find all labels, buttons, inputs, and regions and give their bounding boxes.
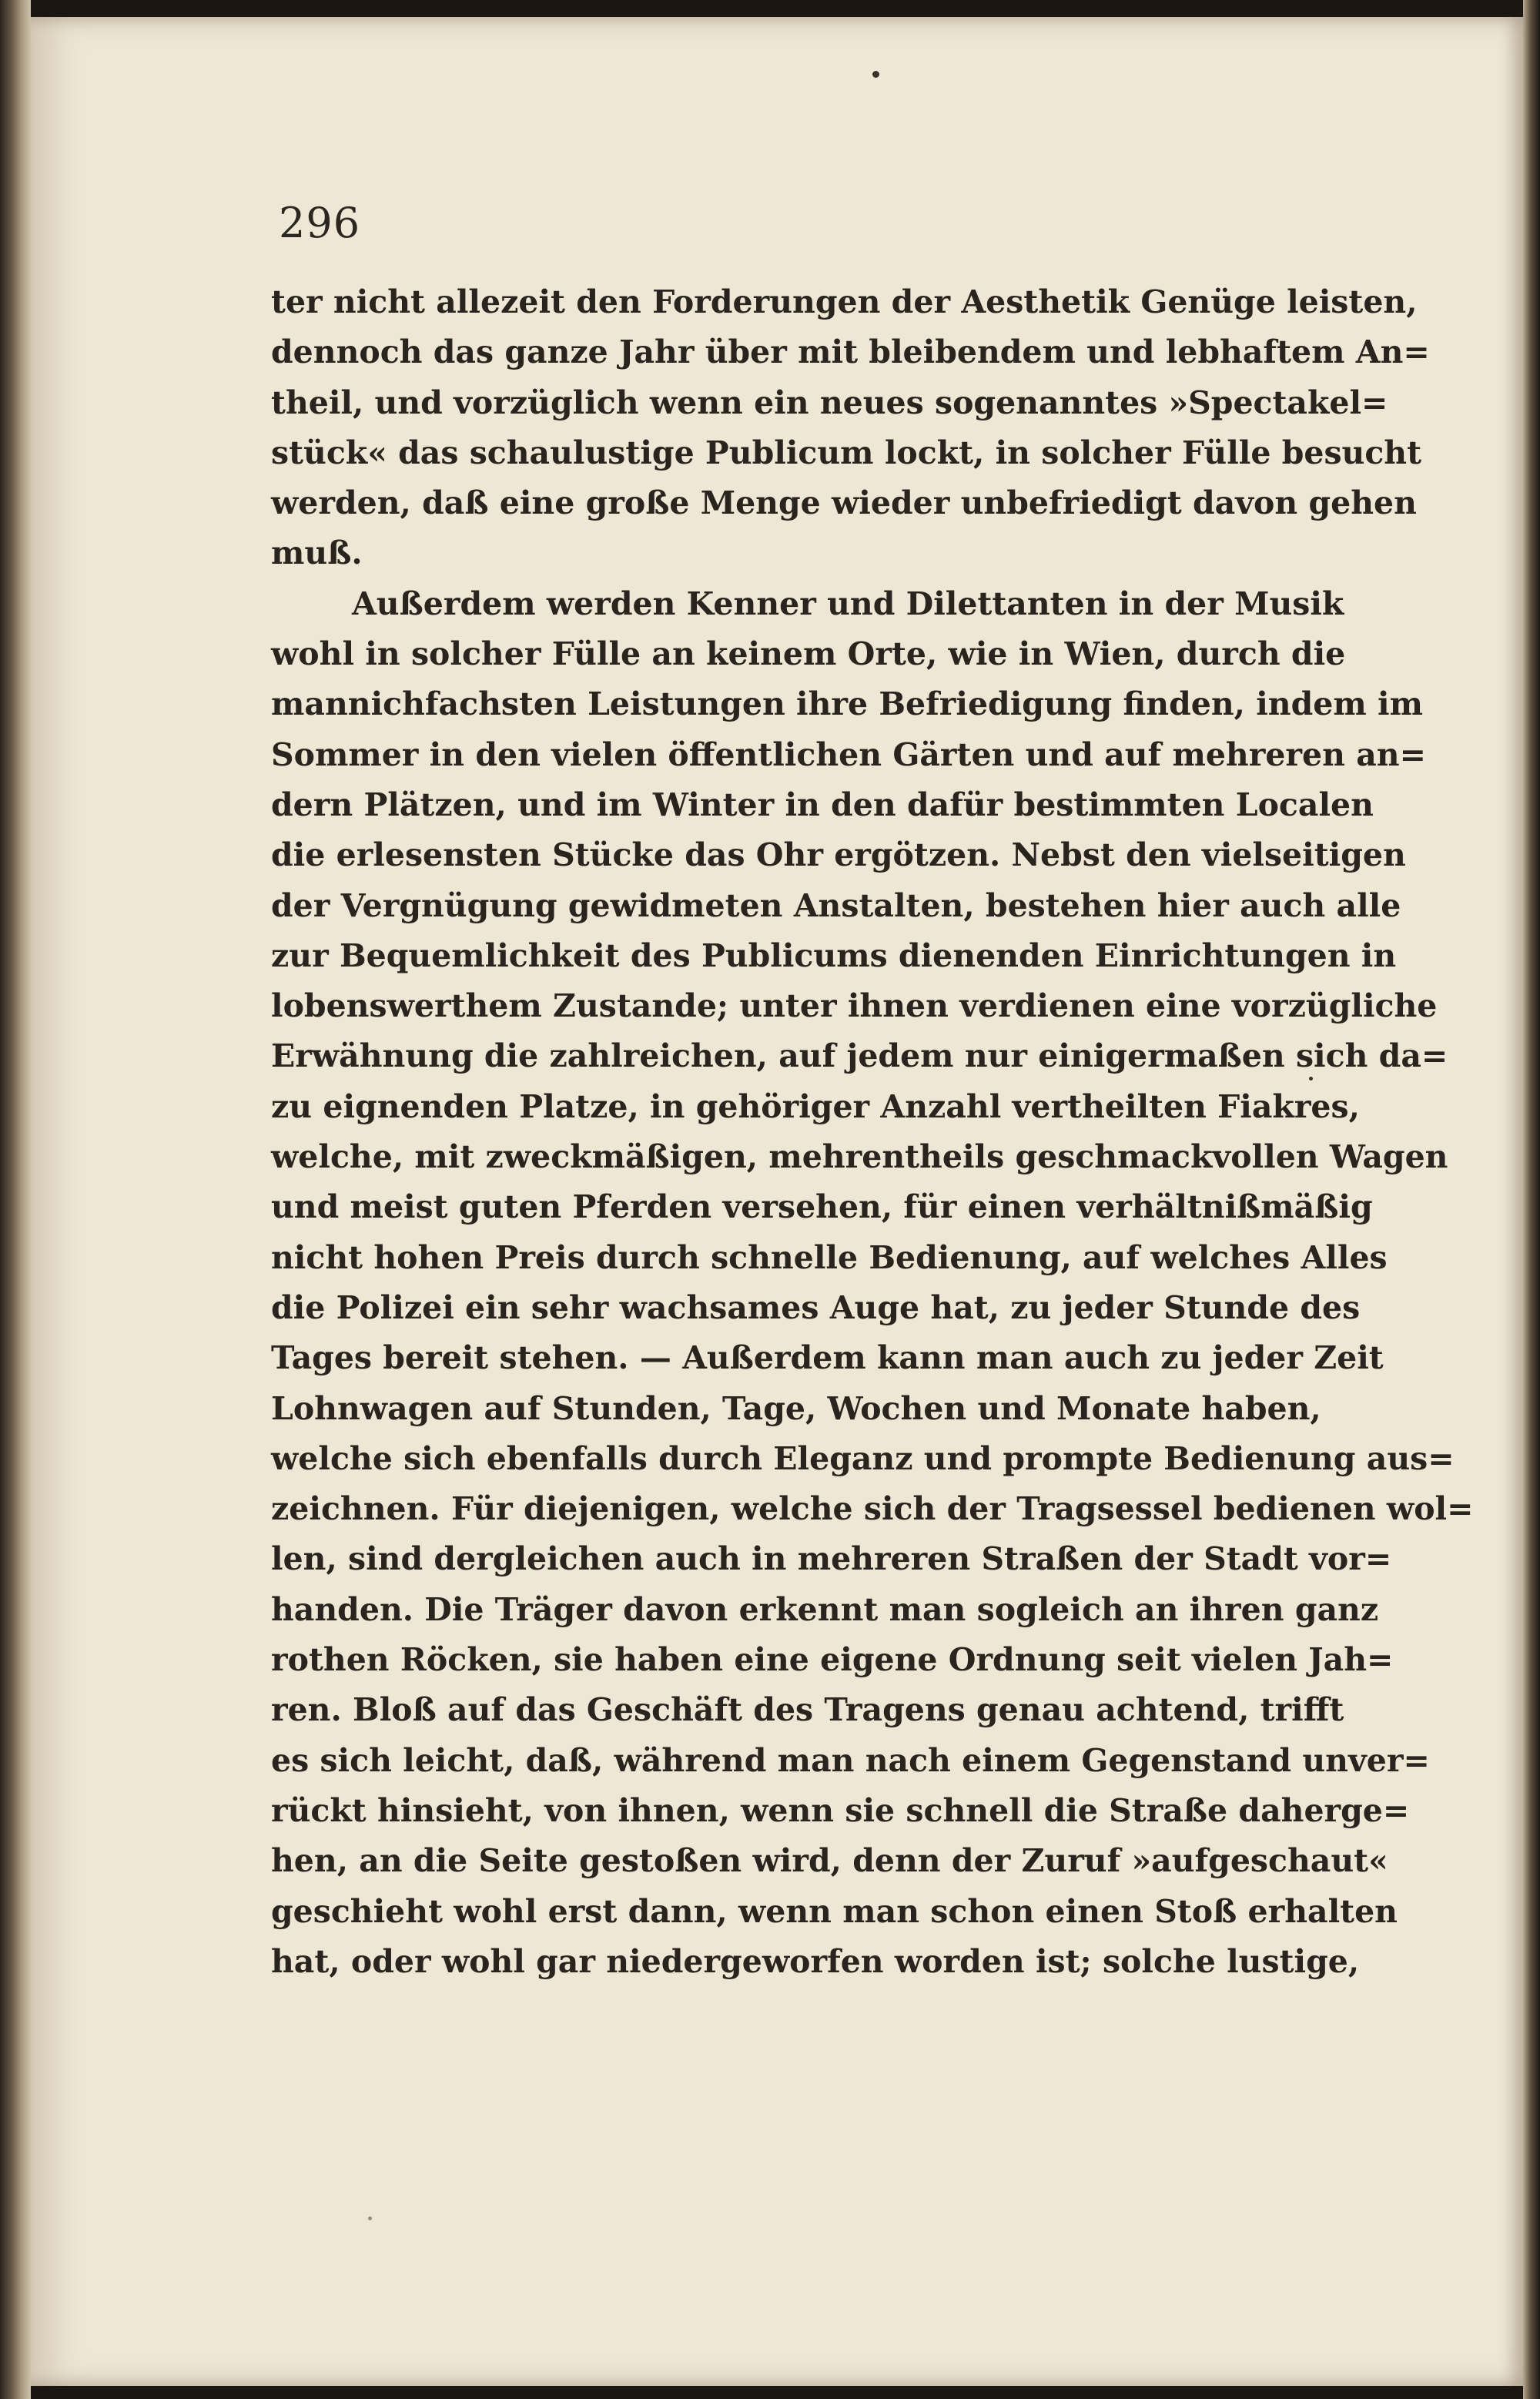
text-line: welche, mit zweckmäßigen, mehrentheils geschmackvollen Wagen [271,1138,1448,1176]
text-line: der Vergnügung gewidmeten Anstalten, bestehen hier auch alle [271,886,1401,924]
body-text [271,277,1474,1987]
text-line: Lohnwagen auf Stunden, Tage, Wochen und Monate haben, [271,1389,1321,1427]
text-line: theil, und vorzüglich wenn ein neues sogenanntes »Spectakel= [271,384,1388,421]
text-line: mannichfachsten Leistungen ihre Befriedigung finden, indem im [271,685,1423,723]
text-line: es sich leicht, daß, während man nach einem Gegenstand unver= [271,1741,1430,1779]
text-line: dennoch das ganze Jahr über mit bleibendem und lebhaftem An= [271,333,1430,371]
text-line: hat, oder wohl gar niedergeworfen worden ist; solche lustige, [271,1942,1360,1980]
text-line: ter nicht allezeit den Forderungen der Aesthetik Genüge leisten, [271,283,1418,320]
text-line: hen, an die Seite gestoßen wird, denn der Zuruf »aufgeschaut« [271,1842,1388,1880]
text-line: wohl in solcher Fülle an keinem Orte, wie in Wien, durch die [271,635,1346,673]
text-line: dern Plätzen, und im Winter in den dafür bestimmten Localen [271,786,1374,823]
text-line: len, sind dergleichen auch in mehreren Straßen der Stadt vor= [271,1540,1392,1578]
text-line: geschieht wohl erst dann, wenn man schon einen Stoß erhalten [271,1892,1398,1930]
text-line: zeichnen. Für diejenigen, welche sich der Tragsessel bedienen wol= [271,1490,1474,1528]
binding-edge [0,0,31,2399]
text-line: rothen Röcken, sie haben eine eigene Ordnung seit vielen Jah= [271,1641,1394,1679]
text-line: Sommer in den vielen öffentlichen Gärten und auf mehreren an= [271,735,1426,773]
text-line: rückt hinsieht, von ihnen, wenn sie schnell die Straße daherge= [271,1791,1410,1829]
paragraph-start-line: Außerdem werden Kenner und Dilettanten in der Musik [352,585,1344,622]
text-line: Erwähnung die zahlreichen, auf jedem nur einigermaßen sich da= [271,1037,1448,1075]
text-line: muß. [271,534,363,572]
page-number: 296 [279,199,361,247]
ink-spot [368,2216,372,2220]
text-line: die Polizei ein sehr wachsames Auge hat, zu jeder Stunde des [271,1288,1361,1326]
text-line: stück« das schaulustige Publicum lockt, in solcher Fülle besucht [271,434,1422,471]
text-line: die erlesensten Stücke das Ohr ergötzen. Nebst den vielseitigen [271,836,1406,874]
text-line: handen. Die Träger davon erkennt man sogleich an ihren ganz [271,1590,1379,1628]
text-line: zu eignenden Platze, in gehöriger Anzahl vertheilten Fiakres, [271,1087,1360,1125]
text-line: nicht hohen Preis durch schnelle Bedienung, auf welches Alles [271,1238,1388,1276]
text-line: lobenswerthem Zustande; unter ihnen verdienen eine vorzügliche [271,987,1438,1025]
ink-spot [872,71,879,78]
page-edge [1523,0,1540,2399]
text-line: werden, daß eine große Menge wieder unbefriedigt davon gehen [271,484,1417,522]
text-line: zur Bequemlichkeit des Publicums dienenden Einrichtungen in [271,936,1397,974]
text-line: und meist guten Pferden versehen, für einen verhältnißmäßig [271,1188,1373,1226]
text-line: welche sich ebenfalls durch Eleganz und prompte Bedienung aus= [271,1439,1455,1477]
text-line: ren. Bloß auf das Geschäft des Tragens genau achtend, trifft [271,1691,1344,1729]
text-line: Tages bereit stehen. — Außerdem kann man auch zu jeder Zeit [271,1339,1384,1377]
